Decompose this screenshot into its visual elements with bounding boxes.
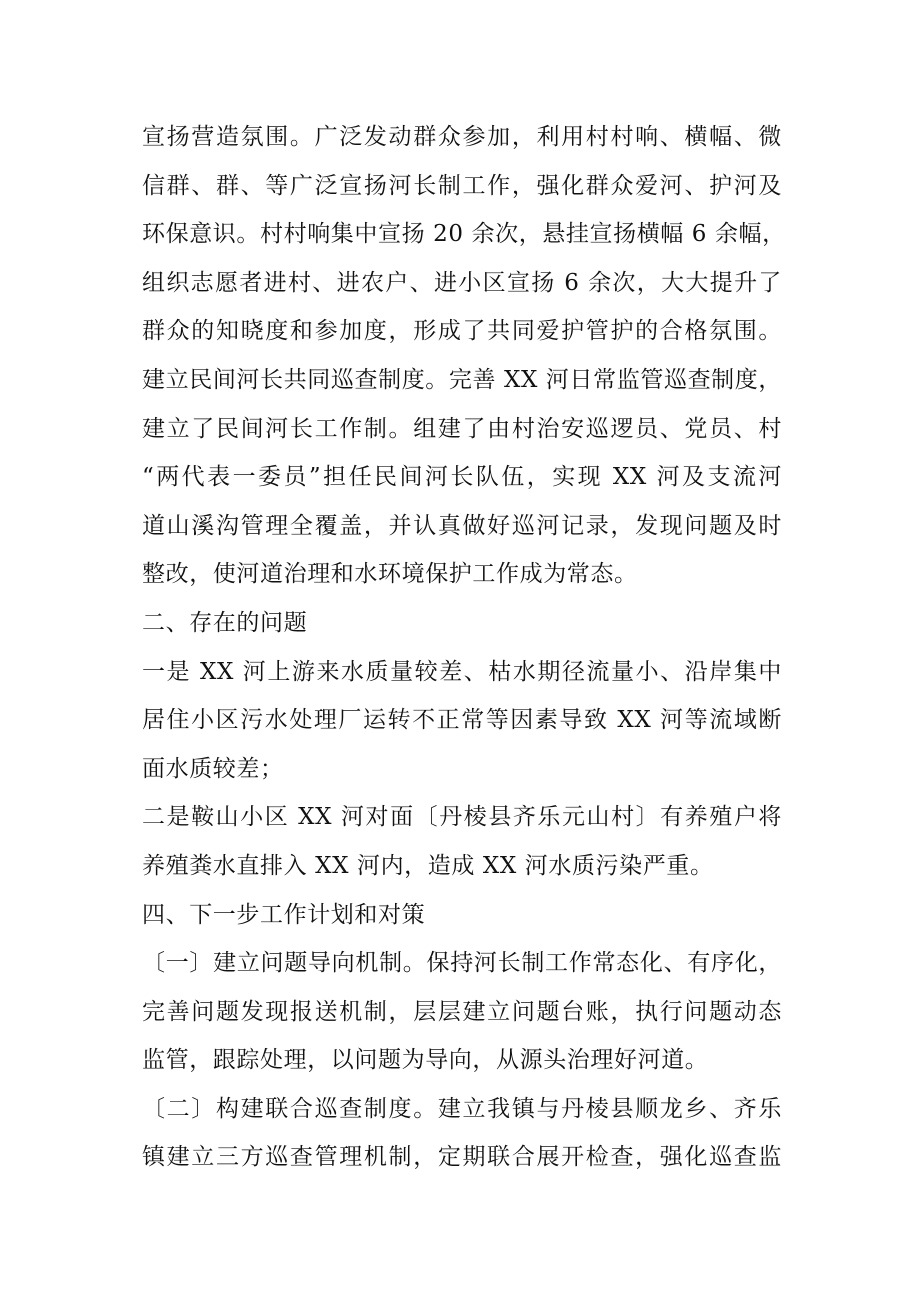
text-line: 建立了民间河长工作制。组建了由村治安巡逻员、党员、村 [142,415,782,442]
text-line: 环保意识。村村响集中宣扬 20 余次，悬挂宣扬横幅 6 余幅， [142,221,786,248]
text-line: 监管，跟踪处理，以问题为导向，从源头治理好河道。 [142,1047,709,1074]
section-heading: 四、下一步工作计划和对策 [142,901,426,928]
text-line: 〔二〕构建联合巡查制度。建立我镇与丹棱县顺龙乡、齐乐 [142,1095,782,1122]
text-line: 群众的知晓度和参加度，形成了共同爱护管护的合格氛围。 [142,318,782,345]
text-line: 养殖粪水直排入 XX 河内，造成 XX 河水质污染严重。 [142,852,714,879]
text-line: 二是鞍山小区 XX 河对面〔丹棱县齐乐元山村〕有养殖户将 [142,804,782,831]
text-line: 宣扬营造氛围。广泛发动群众参加，利用村村响、横幅、微 [142,124,782,150]
text-line: 镇建立三方巡查管理机制，定期联合展开检查，强化巡查监 [142,1144,782,1171]
text-line: 整改，使河道治理和水环境保护工作成为常态。 [142,561,638,588]
text-line: 道山溪沟管理全覆盖，并认真做好巡河记录，发现问题及时 [142,512,782,539]
text-line: 面水质较差； [142,755,284,782]
document-body [142,113,786,1182]
text-line: 一是 XX 河上游来水质量较差、枯水期径流量小、沿岸集中 [142,658,782,685]
text-line: “两代表一委员”担任民间河长队伍，实现 XX 河及支流河 [142,464,782,491]
text-line: 〔一〕建立问题导向机制。保持河长制工作常态化、有序化， [142,950,782,977]
text-line: 组织志愿者进村、进农户、进小区宣扬 6 余次，大大提升了 [142,269,782,296]
section-heading: 二、存在的问题 [142,609,308,636]
text-line: 居住小区污水处理厂运转不正常等因素导致 XX 河等流域断 [142,707,782,734]
text-line: 信群、群、等广泛宣扬河长制工作，强化群众爱河、护河及 [142,172,782,199]
text-line: 建立民间河长共同巡查制度。完善 XX 河日常监管巡查制度， [142,366,782,393]
text-line: 完善问题发现报送机制，层层建立问题台账，执行问题动态 [142,998,782,1025]
